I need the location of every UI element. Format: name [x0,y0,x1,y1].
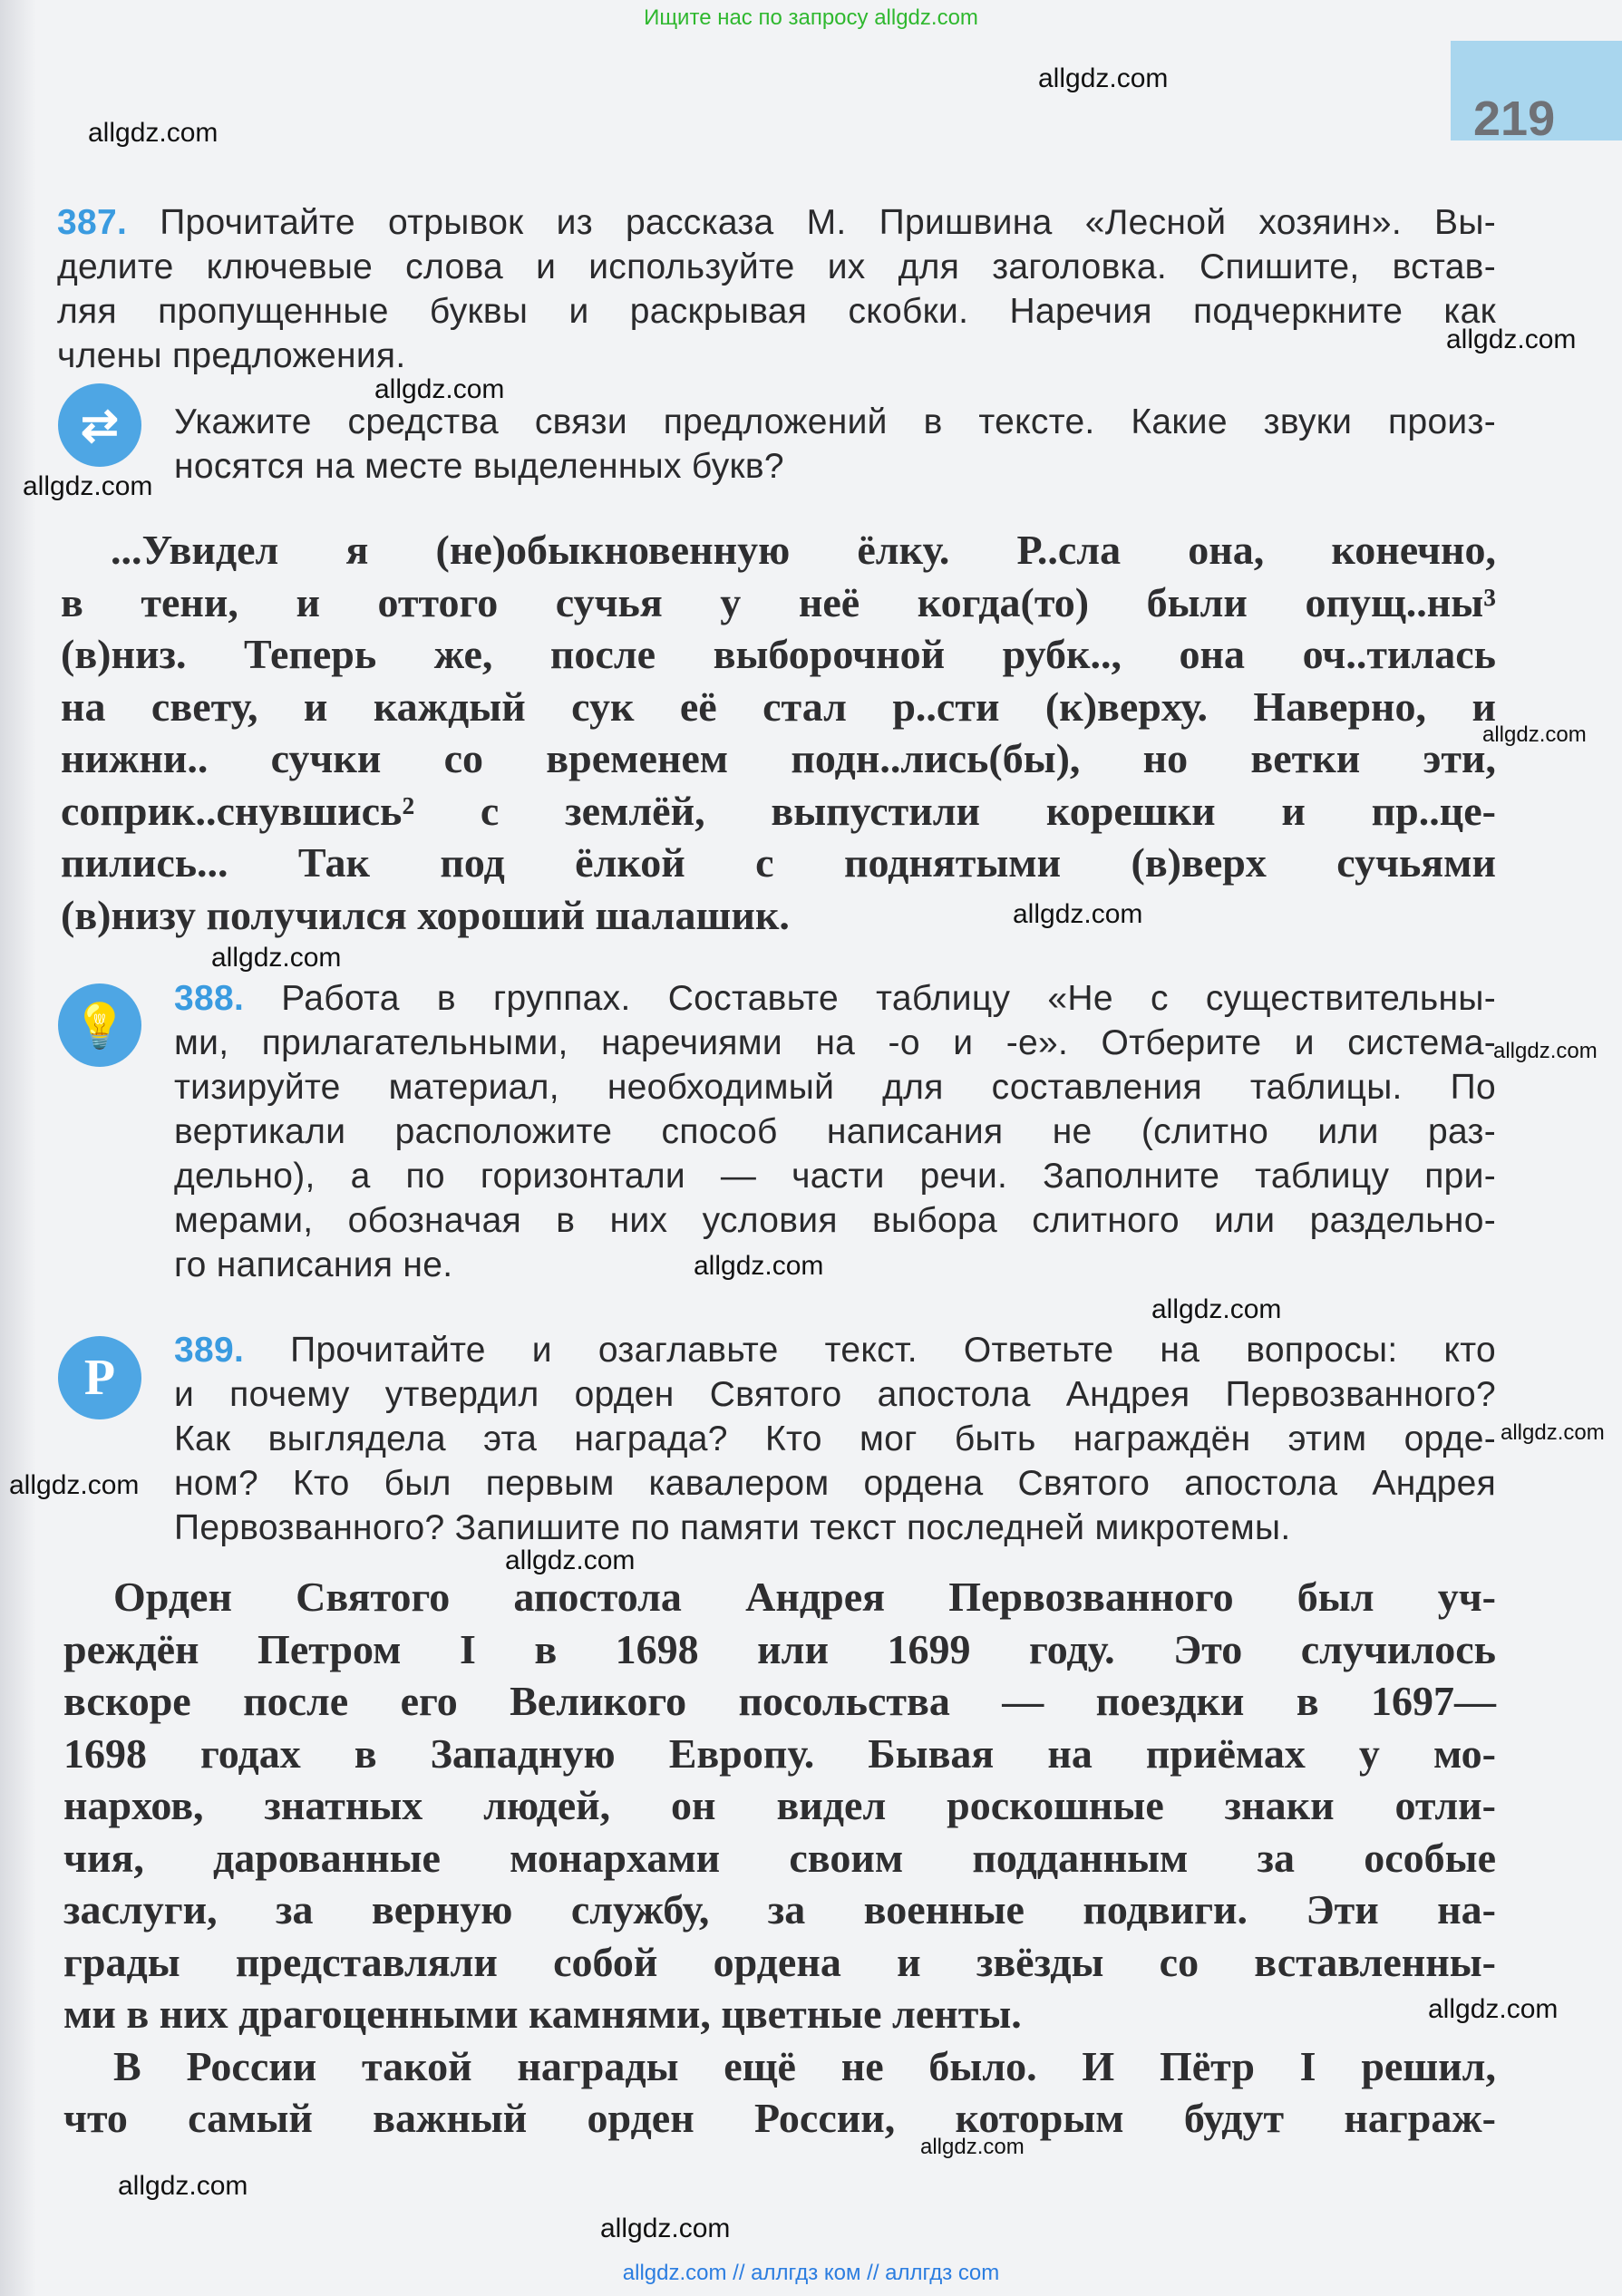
p-letter-icon: P [58,1336,141,1419]
exercise-387-instructions: 387. Прочитайте отрывок из рассказа М. Пришвина «Лесной хозяин». Вы- делите ключевые слова и используйте их для заголовка. Спишите, встав- ляя пропущенные буквы и раскрывая скобки. Наречия подчеркните как члены предложения. [57,203,1496,375]
exercise-389-instructions: 389. Прочитайте и озаглавьте текст. Ответьте на вопросы: кто и почему утвердил орден Святого апостола Андрея Первозванного? Как выглядела эта награда? Кто мог быть награждён этим орде- ном? Кто был первым кавалером ордена Святого апостола Андрея Первозванного? Запишите по памяти текст последней микротемы. [174,1331,1496,1547]
watermark: allgdz.com [1013,899,1143,929]
watermark: allgdz.com [1446,325,1577,354]
exercise-387-text: ...Увидел я (не)обыкновенную ёлку. Р..сла она, конечно, в тени, и оттого сучья у неё когда(то) были опущ..ны³ (в)низ. Теперь же, после выборочной рубк.., она оч..тилась на свету, и каждый сук её стал р..сти (к)верху. Наверно, и нижни.. сучки со временем подн..лись(бы), но ветки эти, соприк..снувшись² с землёй, выпустили корешки и пр..це- пились... Так под ёлкой с поднятыми (в)верх сучьями (в)низу получился хороший шалашик. [61,527,1496,938]
exercise-number: 388. [174,979,245,1018]
watermark: allgdz.com [9,1470,140,1500]
page-number: 219 [1473,92,1556,146]
watermark: allgdz.com [920,2135,1025,2159]
watermark: allgdz.com [118,2171,248,2201]
exercise-number: 389. [174,1331,245,1370]
watermark: allgdz.com [1151,1294,1282,1324]
watermark: allgdz.com [88,118,219,148]
watermark: allgdz.com [1493,1039,1598,1063]
exercise-388-instructions: 388. Работа в группах. Составьте таблицу «Не с существительны- ми, прилагательными, наречиями на -о и -е». Отберите и система- тизируйте материал, необходимый для составления таблицы. По вертикали расположите способ написания не (слитно или раз- дельно), а по горизонтали — части речи. Заполните таблицу при- мерами, обозначая в них условия выбора слитного или раздельно- го написания не. [174,979,1497,1284]
watermark: allgdz.com [694,1251,824,1281]
exercise-number: 387. [57,203,128,242]
sentence-links-icon: ⇄ [58,383,141,467]
watermark: allgdz.com [1482,722,1587,747]
exercise-387-task: Укажите средства связи предложений в тексте. Какие звуки произ- носятся на месте выделенных букв? [174,402,1496,486]
lightbulb-icon: 💡 [58,983,141,1067]
watermark: allgdz.com [23,471,153,501]
watermark: allgdz.com [1428,1994,1559,2024]
watermark: allgdz.com [211,943,342,973]
watermark: allgdz.com [1501,1420,1605,1445]
watermark: allgdz.com [1038,63,1169,93]
watermark: allgdz.com [374,374,505,404]
page-shadow [0,0,36,2296]
watermark: allgdz.com [505,1545,636,1575]
top-banner[interactable]: Ищите нас по запросу allgdz.com [644,5,978,30]
footer-links[interactable]: allgdz.com // аллгдз ком // аллгдз com [622,2261,1000,2285]
watermark: allgdz.com [600,2214,731,2243]
exercise-389-text: Орден Святого апостола Андрея Первозванного был уч- реждён Петром I в 1698 или 1699 году. Это случилось вскоре после его Великого посольства — поездки в 1697— 1698 годах в Западную Европу. Бывая на приёмах у мо- нархов, знатных людей, он видел роскошные знаки отли- чия, дарованные монархами своим подданным за особые заслуги, за верную службу, за военные подвиги. Эти на- грады представляли собой ордена и звёзды со вставленны- ми в них драгоценными камнями, цветные ленты. В России такой награды ещё не было. И Пётр I решил, что самый важный орден России, которым будут награж- [63,1574,1496,2141]
